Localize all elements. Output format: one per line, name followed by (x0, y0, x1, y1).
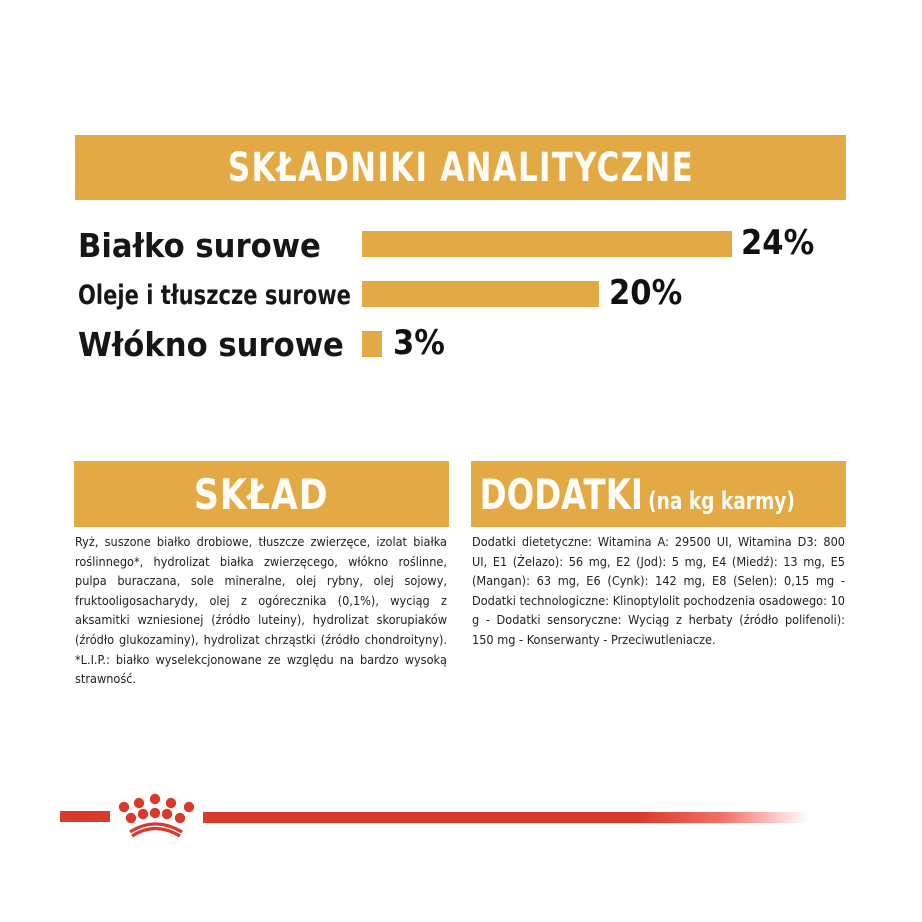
composition-text: Ryż, suszone białko drobiowe, tłuszcze zwierzęce, izolat białka roślinnego*, hydrolizat białka zwierzęcego, włókno roślinne, pulpa buraczana, sole mineralne, olej rybny, olej sojowy, fruktooligosacharydy, olej z ogórecznika (0,1%), wyciąg z aksamitki wzniesionej (źródło luteiny), hydrolizat skorupiaków (źródło glukozaminy), hydrolizat chrząstki (źródło chondroityny). *L.I.P.: białko wyselekcjonowane ze względu na bardzo wysoką strawność. (75, 534, 447, 687)
composition-banner (74, 461, 449, 527)
composition-title: SKŁAD (194, 469, 329, 519)
crown-icon (112, 792, 198, 838)
brand-line-left (60, 811, 110, 822)
nutrient-bar-protein (362, 231, 732, 257)
additives-title: DODATKI (479, 469, 643, 519)
nutrient-value-protein: 24% (741, 223, 815, 263)
nutrient-bar-fat (362, 281, 599, 307)
nutrient-label-fibre: Włókno surowe (78, 325, 344, 364)
analytical-constituents-title: SKŁADNIKI ANALITYCZNE (227, 144, 694, 191)
analytical-constituents-banner (75, 135, 846, 200)
additives-text: Dodatki dietetyczne: Witamina A: 29500 UI, Witamina D3: 800 UI, E1 (Żelazo): 56 mg, E2 (Jod): 5 mg, E4 (Miedź): 13 mg, E5 (Mangan): 63 mg, E6 (Cynk): 142 mg, E8 (Selen): 0,15 mg - Dodatki technologiczne: Klinoptylolit pochodzenia osadowego: 10 g - Dodatki sensoryczne: Wyciąg z herbaty (źródło polifenoli): 150 mg - Konserwanty - Przeciwutleniacze. (472, 534, 845, 647)
additives-banner (471, 461, 846, 527)
brand-line-right (203, 812, 808, 823)
nutrient-label-protein: Białko surowe (78, 226, 321, 265)
nutrient-label-fat: Oleje i tłuszcze surowe (78, 280, 351, 311)
nutrient-value-fat: 20% (609, 273, 683, 313)
nutrient-value-fibre: 3% (393, 323, 445, 363)
additives-subtitle: (na kg karmy) (648, 486, 795, 515)
nutrient-bar-fibre (362, 331, 382, 357)
